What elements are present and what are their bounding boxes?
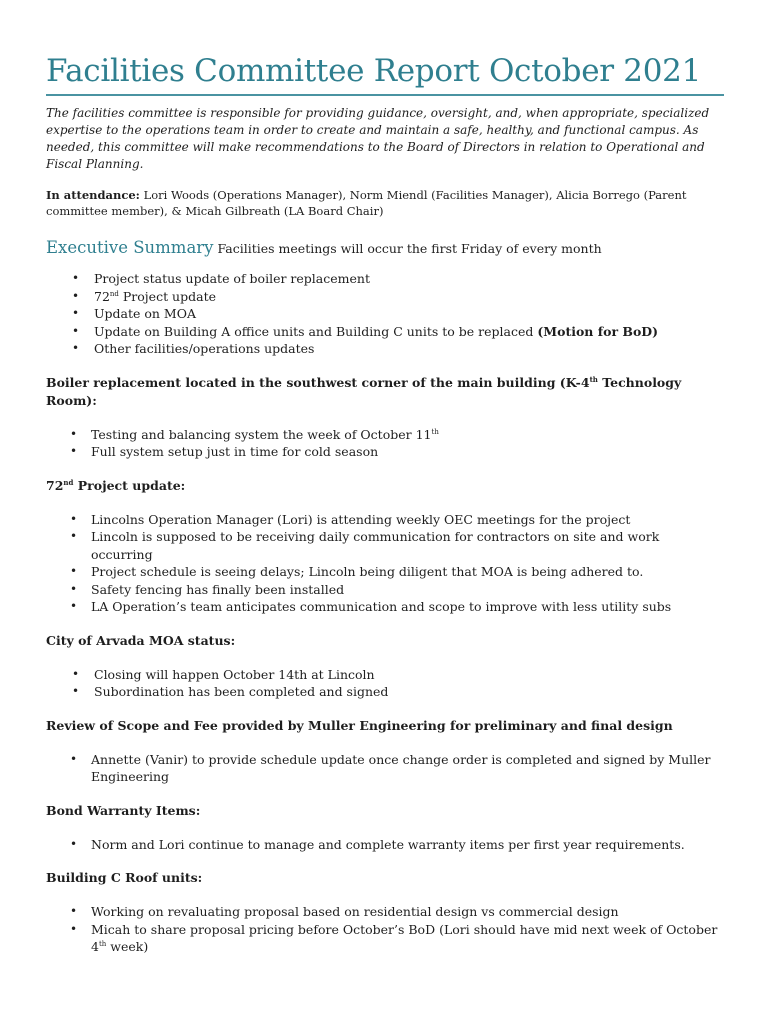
attendance-line: [46, 187, 724, 219]
list-item-text: week): [106, 939, 149, 954]
list-item: [46, 426, 724, 444]
list-item: [46, 323, 724, 341]
roof-list: [46, 903, 724, 956]
list-item: [46, 563, 724, 581]
list-item: [46, 528, 724, 563]
bullet-icon: •: [70, 529, 78, 543]
project72-list: [46, 511, 724, 616]
intro-paragraph: The facilities committee is responsible for providing guidance, oversight, and, when appropriate, specialized expertise to the operations team in order to create and maintain a safe, healthy, and functional campus. As needed, this committee will make recommendations to the Board of Directors in relation to Operational and Fiscal Planning.: [46, 106, 710, 171]
bullet-icon: •: [72, 341, 80, 355]
superscript: nd: [109, 289, 119, 298]
list-item-text: Update on MOA: [94, 306, 197, 321]
list-item-text: Project status update of boiler replacement: [94, 271, 370, 286]
bullet-icon: •: [70, 836, 78, 851]
executive-summary-line: [46, 237, 724, 260]
attendance-label: In attendance:: [46, 188, 140, 202]
list-item-text: Safety fencing has finally been installed: [91, 581, 345, 597]
list-item-text: LA Operation’s team anticipates communication and scope to improve with less utility subs: [91, 599, 672, 614]
report-title: Facilities Committee Report October 2021: [46, 53, 701, 89]
bullet-icon: •: [70, 511, 78, 526]
list-item-text: Norm and Lori continue to manage and complete warranty items per first year requirements.: [91, 836, 685, 852]
bond-list: [46, 836, 724, 854]
bullet-icon: •: [70, 564, 78, 578]
moa-list: [46, 666, 724, 701]
motion-note: (Motion for BoD): [537, 323, 659, 339]
executive-summary-subtitle: Facilities meetings will occur the first Friday of every month: [213, 241, 602, 256]
list-item-text: Testing and balancing system the week of October 11: [91, 426, 432, 442]
list-item-text: Micah to share proposal pricing before October’s BoD (Lori should have mid next week of October 4: [91, 921, 718, 954]
list-item-text: Working on revaluating proposal based on residential design vs commercial design: [91, 904, 619, 919]
section-heading-muller: Review of Scope and Fee provided by Muller Engineering for preliminary and final design: [46, 717, 673, 733]
list-item: [46, 511, 724, 529]
list-item: [46, 270, 724, 288]
superscript: th: [589, 374, 598, 384]
list-item-text: 72: [94, 288, 110, 304]
list-item-text: Subordination has been completed and signed: [94, 684, 389, 699]
bullet-icon: •: [70, 581, 78, 596]
section-heading-bond: Bond Warranty Items:: [46, 802, 201, 818]
muller-list: [46, 751, 724, 786]
bullet-icon: •: [72, 323, 80, 338]
list-item-text: Annette (Vanir) to provide schedule update once change order is completed and signed by Muller Engineering: [91, 751, 711, 784]
bullet-icon: •: [70, 751, 78, 766]
heading-text: 72: [46, 477, 64, 493]
bullet-icon: •: [70, 444, 78, 458]
list-item-text: Lincolns Operation Manager (Lori) is attending weekly OEC meetings for the project: [91, 511, 631, 527]
superscript: th: [431, 427, 439, 436]
bullet-icon: •: [72, 288, 80, 303]
list-item: [46, 921, 724, 956]
list-item: [46, 305, 724, 323]
bullet-icon: •: [72, 271, 80, 285]
list-item: [46, 666, 724, 684]
list-item: [46, 443, 724, 461]
section-heading-72nd-project: [46, 477, 724, 495]
bullet-icon: •: [72, 666, 80, 681]
list-item: [46, 288, 724, 306]
heading-text: Technology Room):: [46, 374, 682, 408]
heading-text: Boiler replacement located in the southwest corner of the main building (K-4: [46, 374, 590, 390]
list-item: [46, 340, 724, 358]
list-item-text: Full system setup just in time for cold season: [91, 444, 379, 459]
list-item: [46, 598, 724, 616]
bullet-icon: •: [70, 599, 78, 613]
bullet-icon: •: [70, 426, 78, 441]
title-underline: [46, 94, 724, 96]
list-item: [46, 683, 724, 701]
boiler-list: [46, 426, 724, 461]
list-item: [46, 751, 724, 786]
executive-summary-title: Executive Summary: [46, 238, 214, 257]
list-item-text: Project schedule is seeing delays; Lincoln being diligent that MOA is being adhered to.: [91, 564, 644, 579]
heading-text: Project update:: [73, 477, 186, 493]
list-item-text: Project update: [118, 288, 216, 304]
section-heading-boiler: [46, 374, 724, 410]
list-item: [46, 836, 724, 854]
superscript: nd: [63, 477, 74, 487]
bullet-icon: •: [70, 921, 78, 936]
list-item-text: Closing will happen October 14th at Lincoln: [94, 666, 375, 682]
list-item: [46, 581, 724, 599]
executive-summary-list: [46, 270, 724, 358]
section-heading-roof: Building C Roof units:: [46, 870, 203, 885]
list-item-text: Other facilities/operations updates: [94, 341, 315, 356]
list-item-text: Update on Building A office units and Building C units to be replaced: [94, 323, 538, 339]
list-item-text: Lincoln is supposed to be receiving daily communication for contractors on site and work occurring: [91, 529, 660, 562]
bullet-icon: •: [72, 684, 80, 698]
list-item: [46, 903, 724, 921]
attendance-text: Lori Woods (Operations Manager), Norm Miendl (Facilities Manager), Alicia Borrego (Parent committee member), & Micah Gilbreath (LA Board Chair): [46, 188, 687, 218]
bullet-icon: •: [70, 904, 78, 918]
superscript: th: [98, 940, 107, 948]
section-heading-moa: City of Arvada MOA status:: [46, 632, 236, 648]
bullet-icon: •: [72, 306, 80, 320]
